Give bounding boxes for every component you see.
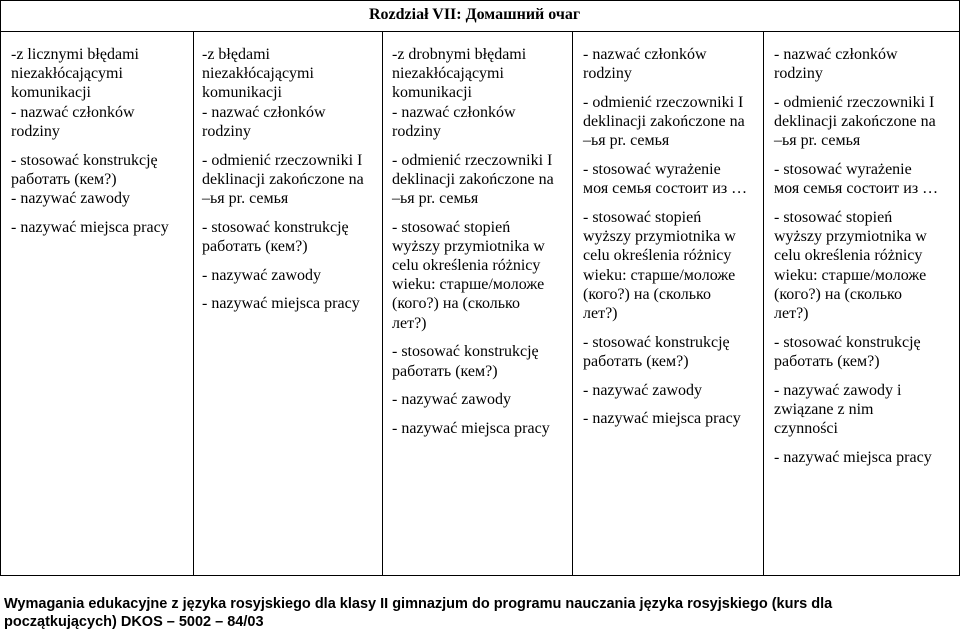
grade-column-5 [764,32,959,575]
requirement-line: –ья pr. семья [774,132,861,150]
grade-column-2 [194,32,383,575]
footer-line: Wymagania edukacyjne z języka rosyjskiego dla klasy II gimnazjum do programu nauczania języka rosyjskiego (kurs dla [4,596,833,612]
requirement-line: - stosować wyrażenie [583,161,721,179]
requirement-line: deklinacji zakończone na [774,113,936,131]
requirement-line: rodziny [774,65,823,83]
requirement-line: celu określenia różnicy [392,257,541,275]
requirement-line: - nazywać zawody [583,381,703,399]
requirement-line: работать (кем?) [774,352,880,370]
requirement-item [392,151,566,209]
requirement-line: - nazywać miejsca pracy [774,448,932,466]
requirement-item [583,45,757,83]
requirement-line: лет?) [583,304,618,322]
requirement-line: komunikacji [202,84,282,102]
requirement-line: - stosować konstrukcję [583,333,730,351]
document-footer [4,595,954,631]
requirement-line: - nazywać zawody [392,391,512,409]
requirement-line: - stosować wyrażenie [774,161,912,179]
requirement-line: моя семья состоит из … [774,180,939,198]
requirement-line: - odmienić rzeczowniki I [202,151,363,169]
requirement-item [202,151,376,209]
requirement-line: związane z nim [774,400,874,418]
requirement-line: - nazwać członków [202,103,326,121]
requirement-item [202,45,376,141]
requirement-line: wieku: старше/моложе [583,266,736,284]
requirement-line: лет?) [392,314,427,332]
requirement-line: - nazywać miejsca pracy [392,419,550,437]
chapter-title: Rozdział VII: Домашний очаг [369,6,581,23]
requirement-line: лет?) [774,304,809,322]
requirement-line: - nazwać członków [11,103,135,121]
requirement-line: –ья pr. семья [583,132,670,150]
requirement-line: - stosować konstrukcję [392,343,539,361]
requirements-cell [392,45,566,448]
requirement-item [774,448,953,467]
requirement-line: –ья pr. семья [202,189,289,207]
requirement-line: моя семья состоит из … [583,180,748,198]
requirement-item [583,333,757,371]
requirement-line: - stosować konstrukcję [202,218,349,236]
requirement-item [774,93,953,151]
requirement-line: - odmienić rzeczowniki I [774,93,935,111]
requirement-item [202,294,376,313]
requirement-line: - nazywać zawody i [774,381,902,399]
requirement-line: deklinacji zakończone na [202,170,364,188]
requirement-item [583,208,757,323]
requirement-line: -z drobnymi błędami [392,46,527,63]
requirement-line: wieku: старше/моложе [774,266,927,284]
requirement-line: - stosować konstrukcję [774,333,921,351]
requirement-line: komunikacji [11,84,91,102]
requirement-line: komunikacji [392,84,472,102]
requirement-line: - stosować konstrukcję [11,151,158,169]
requirement-line: - stosować stopień [774,208,893,226]
requirement-item [392,45,566,141]
requirement-item [774,160,953,198]
requirement-line: - odmienić rzeczowniki I [583,93,744,111]
requirement-item [774,208,953,323]
requirement-item [392,218,566,333]
requirement-line: –ья pr. семья [392,189,479,207]
requirement-line: wyższy przymiotnika w [392,237,545,255]
requirement-line: (кого?) на (сколько [774,285,902,303]
requirements-cell [583,45,757,438]
requirement-line: niezakłócającymi [202,65,314,83]
requirements-cell [11,45,187,246]
requirement-line: -z błędami [202,46,270,63]
requirement-line: - odmienić rzeczowniki I [392,151,553,169]
requirement-line: работать (кем?) [583,352,689,370]
requirement-line: работать (кем?) [11,170,117,188]
requirement-line: (кого?) на (сколько [392,295,520,313]
requirement-item [583,381,757,400]
requirement-item [774,333,953,371]
requirement-line: wyższy przymiotnika w [774,228,927,246]
requirement-item [392,390,566,409]
requirement-line: - stosować stopień [583,208,702,226]
requirement-line: - nazywać miejsca pracy [202,295,360,313]
requirement-line: работать (кем?) [392,362,498,380]
requirements-cell [202,45,376,323]
requirement-line: rodziny [202,122,251,140]
requirement-item [11,218,187,237]
requirements-cell [774,45,953,476]
requirement-line: celu określenia różnicy [583,247,732,265]
requirement-item [583,409,757,428]
requirement-line: celu określenia różnicy [774,247,923,265]
requirement-line: deklinacji zakończone na [392,170,554,188]
grade-column-1 [1,32,194,575]
requirement-line: - nazwać członków [392,103,516,121]
requirement-line: -z licznymi błędami [11,46,139,63]
requirement-item [392,419,566,438]
footer-line: początkujących) DKOS – 5002 – 84/03 [4,614,264,630]
requirement-line: - nazywać miejsca pracy [11,218,169,236]
requirement-line: rodziny [11,122,60,140]
requirement-item [774,45,953,83]
requirement-item [202,218,376,256]
requirement-line: niezakłócającymi [392,65,504,83]
requirement-line: - nazywać miejsca pracy [583,410,741,428]
requirement-item [11,45,187,141]
requirement-line: wyższy przymiotnika w [583,228,736,246]
requirement-line: - nazwać członków [583,46,707,63]
requirement-line: rodziny [392,122,441,140]
requirement-line: - nazywać zawody [11,189,131,207]
requirement-line: - nazywać zawody [202,266,322,284]
requirement-line: - stosować stopień [392,218,511,236]
requirement-item [774,381,953,439]
requirement-line: rodziny [583,65,632,83]
requirement-item [583,93,757,151]
requirement-line: - nazwać członków [774,46,898,63]
grade-column-4 [573,32,764,575]
requirement-item [392,342,566,380]
requirement-line: wieku: старше/моложе [392,276,545,294]
requirement-line: работать (кем?) [202,237,308,255]
requirement-item [11,151,187,209]
table-header-row [1,1,959,32]
requirement-line: czynności [774,419,838,437]
grade-column-3 [383,32,573,575]
requirement-line: (кого?) на (сколько [583,285,711,303]
requirement-line: niezakłócającymi [11,65,123,83]
requirement-line: deklinacji zakończone na [583,113,745,131]
requirement-item [202,266,376,285]
requirement-item [583,160,757,198]
